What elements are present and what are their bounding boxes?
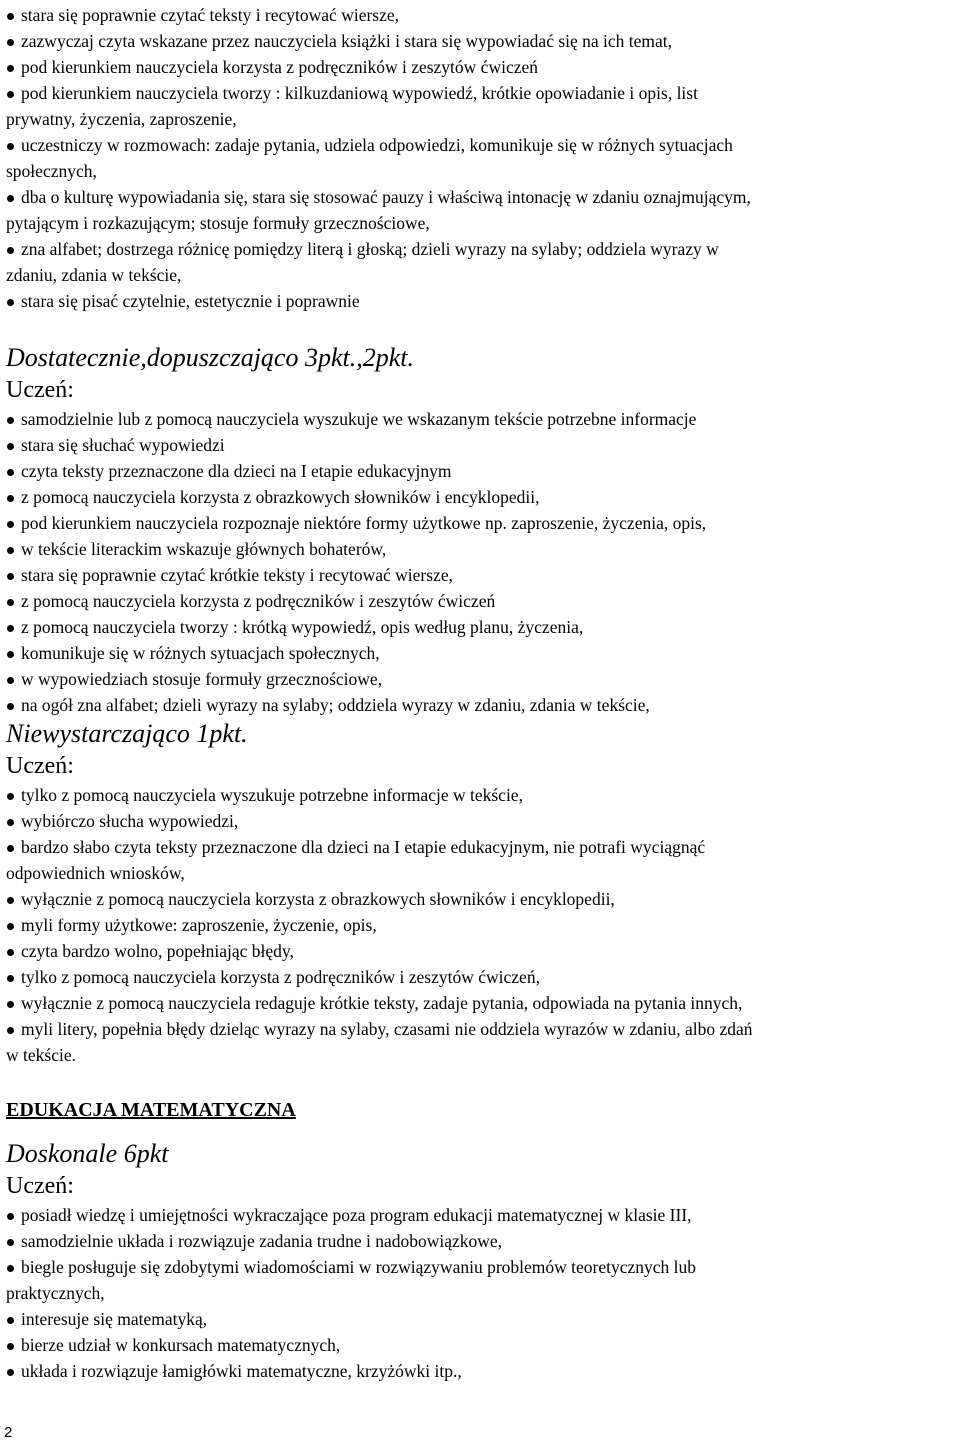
bullet-icon	[7, 703, 14, 710]
list-item: samodzielnie układa i rozwiązuje zadania trudne i nadobowiązkowe,	[6, 1228, 958, 1254]
page-number: 2	[4, 1424, 13, 1441]
bullet-icon	[7, 651, 14, 658]
bullet-icon	[7, 247, 14, 254]
niewystarczajaco-criteria-list	[6, 782, 958, 1068]
bullet-icon	[7, 677, 14, 684]
list-item-continuation: w tekście.	[6, 1045, 76, 1065]
bullet-icon	[7, 923, 14, 930]
list-item: myli formy użytkowe: zaproszenie, życzenie, opis,	[6, 912, 958, 938]
grade-heading-niewystarczajaco: Niewystarczająco 1pkt.	[6, 719, 248, 748]
grade-heading-dostatecznie: Dostatecznie,dopuszczająco 3pkt.,2pkt.	[6, 343, 414, 372]
bullet-icon	[7, 495, 14, 502]
bullet-icon	[7, 469, 14, 476]
list-item: tylko z pomocą nauczyciela wyszukuje potrzebne informacje w tekście,	[6, 782, 958, 808]
list-item-continuation: społecznych,	[6, 161, 97, 181]
bullet-icon	[7, 1317, 14, 1324]
bullet-icon	[7, 143, 14, 150]
bullet-icon	[7, 975, 14, 982]
bullet-icon	[7, 845, 14, 852]
bullet-icon	[7, 299, 14, 306]
bullet-icon	[7, 521, 14, 528]
list-item: pod kierunkiem nauczyciela korzysta z podręczników i zeszytów ćwiczeń	[6, 54, 958, 80]
list-item: na ogół zna alfabet; dzieli wyrazy na sylaby; oddziela wyrazy w zdaniu, zdania w tekście,	[6, 692, 958, 718]
list-item: z pomocą nauczyciela korzysta z obrazkowych słowników i encyklopedii,	[6, 484, 958, 510]
bullet-icon	[7, 547, 14, 554]
bullet-icon	[7, 39, 14, 46]
uczen-label: Uczeń:	[6, 377, 74, 403]
bullet-icon	[7, 819, 14, 826]
list-item: stara się słuchać wypowiedzi	[6, 432, 958, 458]
bullet-icon	[7, 1265, 14, 1272]
bullet-icon	[7, 417, 14, 424]
uczen-label: Uczeń:	[6, 1173, 74, 1199]
list-item: pod kierunkiem nauczyciela rozpoznaje niektóre formy użytkowe np. zaproszenie, życzenia, opis,	[6, 510, 958, 536]
bullet-icon	[7, 1239, 14, 1246]
list-item: stara się pisać czytelnie, estetycznie i poprawnie	[6, 288, 958, 314]
bullet-icon	[7, 443, 14, 450]
list-item-continuation: zdaniu, zdania w tekście,	[6, 265, 182, 285]
math-criteria-list	[6, 1202, 958, 1384]
list-item: interesuje się matematyką,	[6, 1306, 958, 1332]
list-item: z pomocą nauczyciela korzysta z podręczników i zeszytów ćwiczeń	[6, 588, 958, 614]
bullet-icon	[7, 1343, 14, 1350]
list-item: wyłącznie z pomocą nauczyciela redaguje krótkie teksty, zadaje pytania, odpowiada na pytania innych,	[6, 990, 958, 1016]
list-item-continuation: prywatny, życzenia, zaproszenie,	[6, 109, 237, 129]
bullet-icon	[7, 949, 14, 956]
list-item: układa i rozwiązuje łamigłówki matematyczne, krzyżówki itp.,	[6, 1358, 958, 1384]
bullet-icon	[7, 13, 14, 20]
list-item: czyta bardzo wolno, popełniając błędy,	[6, 938, 958, 964]
bullet-icon	[7, 573, 14, 580]
list-item: wybiórczo słucha wypowiedzi,	[6, 808, 958, 834]
spacer	[6, 1124, 958, 1138]
list-item: samodzielnie lub z pomocą nauczyciela wyszukuje we wskazanym tekście potrzebne informacje	[6, 406, 958, 432]
list-item: pod kierunkiem nauczyciela tworzy : kilkuzdaniową wypowiedź, krótkie opowiadanie i opis, list prywatny, życzenia, zaproszenie,	[6, 80, 958, 132]
intro-criteria-list	[6, 2, 958, 314]
list-item-continuation: pytającym i rozkazującym; stosuje formuły grzecznościowe,	[6, 213, 430, 233]
list-item: czyta teksty przeznaczone dla dzieci na I etapie edukacyjnym	[6, 458, 958, 484]
bullet-icon	[7, 1213, 14, 1220]
bullet-icon	[7, 793, 14, 800]
list-item: zna alfabet; dostrzega różnicę pomiędzy literą i głoską; dzieli wyrazy na sylaby; oddziela wyrazy w zdaniu, zdania w tekście,	[6, 236, 958, 288]
list-item: bardzo słabo czyta teksty przeznaczone dla dzieci na I etapie edukacyjnym, nie potrafi wyciągnąć odpowiednich wniosków,	[6, 834, 958, 886]
list-item: stara się poprawnie czytać teksty i recytować wiersze,	[6, 2, 958, 28]
bullet-icon	[7, 599, 14, 606]
list-item: uczestniczy w rozmowach: zadaje pytania, udziela odpowiedzi, komunikuje się w różnych sytuacjach społecznych,	[6, 132, 958, 184]
bullet-icon	[7, 625, 14, 632]
document-page	[6, 2, 958, 1384]
bullet-icon	[7, 65, 14, 72]
list-item: z pomocą nauczyciela tworzy : krótką wypowiedź, opis według planu, życzenia,	[6, 614, 958, 640]
list-item: posiadł wiedzę i umiejętności wykraczające poza program edukacji matematycznej w klasie III,	[6, 1202, 958, 1228]
bullet-icon	[7, 897, 14, 904]
list-item: tylko z pomocą nauczyciela korzysta z podręczników i zeszytów ćwiczeń,	[6, 964, 958, 990]
spacer	[6, 1068, 958, 1096]
list-item-continuation: odpowiednich wniosków,	[6, 863, 185, 883]
list-item: w tekście literackim wskazuje głównych bohaterów,	[6, 536, 958, 562]
uczen-label: Uczeń:	[6, 753, 74, 779]
bullet-icon	[7, 195, 14, 202]
list-item: w wypowiedziach stosuje formuły grzecznościowe,	[6, 666, 958, 692]
list-item: zazwyczaj czyta wskazane przez nauczyciela książki i stara się wypowiadać się na ich temat,	[6, 28, 958, 54]
bullet-icon	[7, 1369, 14, 1376]
list-item: stara się poprawnie czytać krótkie teksty i recytować wiersze,	[6, 562, 958, 588]
section-title-math: EDUKACJA MATEMATYCZNA	[6, 1099, 296, 1121]
list-item: biegle posługuje się zdobytymi wiadomościami w rozwiązywaniu problemów teoretycznych lub praktycznych,	[6, 1254, 958, 1306]
bullet-icon	[7, 91, 14, 98]
list-item: dba o kulturę wypowiadania się, stara się stosować pauzy i właściwą intonację w zdaniu oznajmującym, pytającym i rozkazującym; stosuje formuły grzecznościowe,	[6, 184, 958, 236]
spacer	[6, 314, 958, 342]
list-item-continuation: praktycznych,	[6, 1283, 105, 1303]
list-item: bierze udział w konkursach matematycznych,	[6, 1332, 958, 1358]
bullet-icon	[7, 1001, 14, 1008]
dostatecznie-criteria-list	[6, 406, 958, 718]
list-item: myli litery, popełnia błędy dzieląc wyrazy na sylaby, czasami nie oddziela wyrazów w zdaniu, albo zdań w tekście.	[6, 1016, 958, 1068]
list-item: wyłącznie z pomocą nauczyciela korzysta z obrazkowych słowników i encyklopedii,	[6, 886, 958, 912]
grade-heading-doskonale: Doskonale 6pkt	[6, 1139, 169, 1168]
list-item: komunikuje się w różnych sytuacjach społecznych,	[6, 640, 958, 666]
bullet-icon	[7, 1027, 14, 1034]
